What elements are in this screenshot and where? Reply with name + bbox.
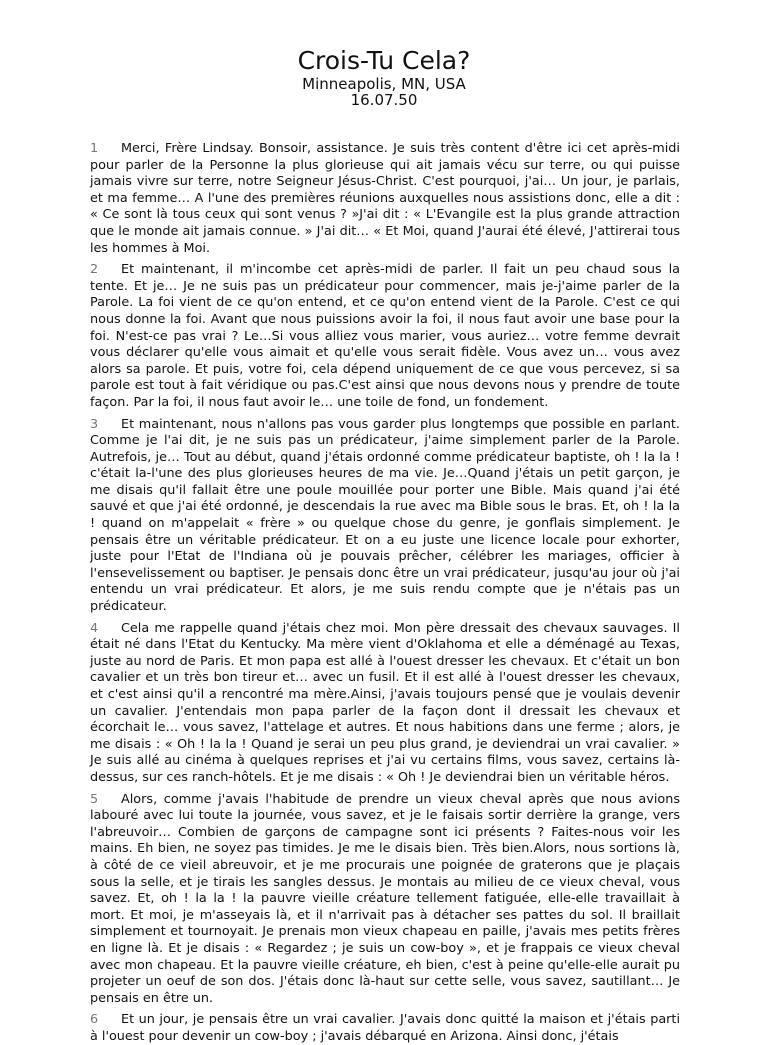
paragraph-text: Merci, Frère Lindsay. Bonsoir, assistance. Je suis très content d'être ici cet après-midi pour parler de la Personne la plus glorieuse qui ait jamais vécu sur terre, ou qui puisse jamais vivre sur terre, notre Seigneur Jésus-Christ. C'est pourquoi, j'ai… Un jour, je parlais, et ma femme… A l'une des premières réunions auxquelles nous assistions donc, elle a dit : « Ce sont là tous ceux qui sont venus ? »J'ai dit : « L'Evangile est la plus grande attraction que le monde ait jamais connue. » J'ai dit… « Et Moi, quand J'aurai été élevé, J'attirerai tous les hommes à Moi. [90,141,680,256]
paragraph-number: 6 [90,1012,99,1028]
paragraph [90,792,680,1008]
paragraph-number: 4 [90,620,99,636]
paragraph-number: 2 [90,262,99,278]
paragraph-text: Cela me rappelle quand j'étais chez moi. Mon père dressait des chevaux sauvages. Il était né dans l'Etat du Kentucky. Ma mère vient d'Oklahoma et elle a déménagé au Texas, juste au nord de Paris. Et mon papa est allé à l'ouest dresser les chevaux. Et c'était un bon cavalier et un très bon tireur et… avec un fusil. Et il est allé à l'ouest dresser les chevaux, et c'est ainsi qu'il a rencontré ma mère.Ainsi, j'avais toujours pensé que je voulais devenir un cavalier. J'entendais mon papa parler de la façon dont il dressait les chevaux et écorchait le… vous savez, l'attelage et autres. Et nous habitions dans une ferme ; alors, je me disais : « Oh ! la la ! Quand je serai un peu plus grand, je deviendrai un vrai cavalier. » Je suis allé au cinéma à quelques reprises et j'ai vu certains films, vous savez, certains là-dessus, sur ces ranch-hôtels. Et je me disais : « Oh ! Je deviendrai bien un véritable héros. [90,620,680,785]
paragraph-text: Et maintenant, nous n'allons pas vous garder plus longtemps que possible en parlant. Comme je l'ai dit, je ne suis pas un prédicateur, j'aime simplement parler de la Parole. Autrefois, je… Tout au début, quand j'étais ordonné comme prédicateur baptiste, oh ! la la ! c'était la-l'une des plus glorieuses heures de ma vie. Je…Quand j'étais un petit garçon, je me disais qu'il fallait être une poule mouillée pour porter une Bible. Mais quand j'ai été sauvé et que j'ai été ordonné, je descendais la rue avec ma Bible sous le bras. Et, oh ! la la ! quand on m'appelait « frère » ou quelque chose du genre, je gonflais simplement. Je pensais être un véritable prédicateur. Et on a eu juste une licence locale pour exhorter, juste pour l'Etat de l'Indiana où je pouvais prêcher, célébrer les mariages, officier à l'ensevelissement ou baptiser. Je pensais donc être un vrai prédicateur, jusqu'au jour où j'ai entendu un vrai prédicateur. Et alors, je me suis rendu compte que je n'étais pas un prédicateur. [90,416,680,615]
sermon-location: Minneapolis, MN, USA [302,75,466,93]
paragraph-number: 5 [90,791,99,807]
paragraph [90,417,680,616]
paragraph [90,141,680,257]
sermon-date: 16.07.50 [350,91,418,109]
paragraph-text: Et un jour, je pensais être un vrai cavalier. J'avais donc quitté la maison et j'étais parti à l'ouest pour devenir un cow-boy ; j'avais débarqué en Arizona. Ainsi donc, j'étais [90,1012,680,1044]
paragraph [90,262,680,411]
paragraph-text: Alors, comme j'avais l'habitude de prendre un vieux cheval après que nous avions labouré avec lui toute la journée, vous savez, et je le faisais sortir derrière la grange, vers l'abreuvoir… Combien de garçons de campagne sont ici présents ? Faites-nous voir les mains. Eh bien, ne soyez pas timides. Je me le disais bien. Très bien.Alors, nous sortions là, à côté de ce vieil abreuvoir, et je me procurais une poignée de graterons que je plaçais sous la selle, et je tirais les sangles dessus. Je montais au milieu de ce vieux cheval, vous savez. Et, oh ! la la ! la pauvre vieille créature tellement fatiguée, elle-elle travaillait à mort. Et moi, je m'asseyais là, et il n'arrivait pas à détacher ses pattes du sol. Il braillait simplement et tournoyait. Je prenais mon vieux chapeau en paille, j'avais mes petits frères en ligne là. Et je disais : « Regardez ; je suis un cow-boy », et je frappais ce vieux cheval avec mon chapeau. Et la pauvre vieille créature, eh bien, c'est à peine qu'elle-elle aurait pu projeter un oeuf de son dos. J'étais donc là-haut sur cette selle, vous savez, sautillant… Je pensais en être un. [90,791,680,1006]
paragraph-number: 3 [90,416,99,432]
document-header [0,0,768,108]
paragraph-number: 1 [90,141,99,156]
paragraph [90,1012,680,1045]
document-body [0,141,768,1045]
paragraph [90,621,680,787]
page-title: Crois-Tu Cela? [297,46,471,75]
paragraph-text: Et maintenant, il m'incombe cet après-midi de parler. Il fait un peu chaud sous la tente. Et je… Je ne suis pas un prédicateur pour commencer, mais je-j'aime parler de la Parole. La foi vient de ce qu'on entend, et ce qu'on entend vient de la Parole. C'est ce qui nous donne la foi. Avant que nous puissions avoir la foi, il nous faut avoir une base pour la foi. N'est-ce pas vrai ? Le…Si vous alliez vous marier, vous auriez… votre femme devrait vous déclarer qu'elle vous aimait et qu'elle vous serait fidèle. Vous avez un… vous avez alors sa parole. Et puis, votre foi, cela dépend uniquement de ce que vous percevez, si sa parole est tout à fait véridique ou pas.C'est ainsi que nous devons nous y prendre de toute façon. Par la foi, il nous faut avoir le… une toile de fond, un fondement. [90,262,680,410]
